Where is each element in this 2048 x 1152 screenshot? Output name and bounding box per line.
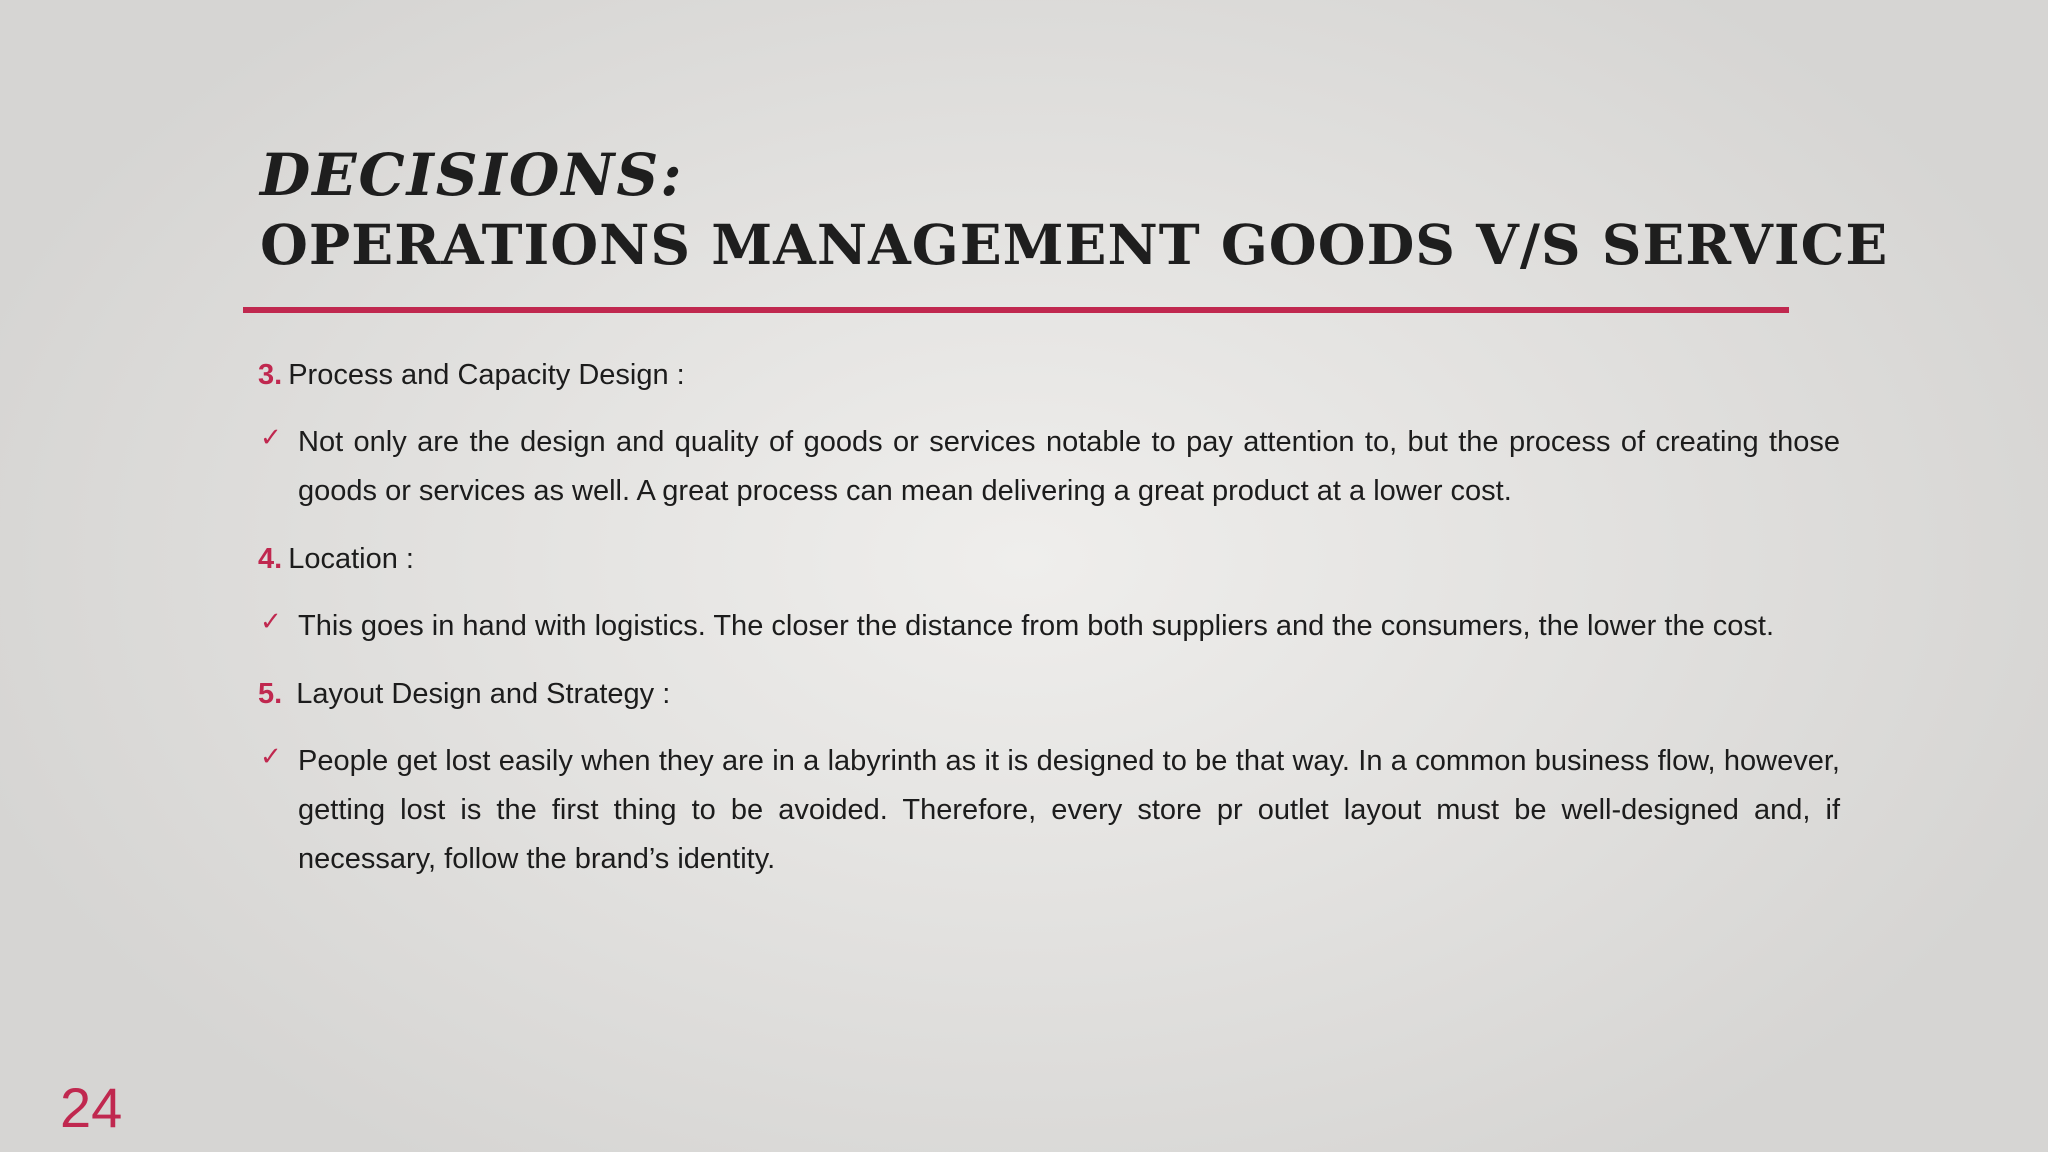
title-divider — [243, 307, 1789, 313]
slide-title — [260, 140, 1889, 280]
slide-content — [258, 350, 1840, 902]
section-heading-text: Process and Capacity Design : — [288, 359, 685, 391]
page-number: 24 — [60, 1076, 123, 1139]
check-icon: ✓ — [260, 742, 282, 772]
section-heading-text: Location : — [288, 543, 414, 575]
section-heading-text: Layout Design and Strategy : — [288, 678, 671, 710]
title-line-decisions: DECISIONS: — [260, 141, 684, 209]
section-heading-process — [258, 350, 1840, 400]
check-icon: ✓ — [260, 423, 282, 453]
bullet-text: People get lost easily when they are in a labyrinth as it is designed to be that way. In a common business flow, however, getting lost is the first thing to be avoided. Therefore, every store pr outlet layout must be well-designed and, if necessary, follow the brand’s identity. — [298, 745, 1840, 875]
bullet-text: This goes in hand with logistics. The closer the distance from both suppliers and the consumers, the lower the cost. — [298, 610, 1774, 642]
title-line-operations: OPERATIONS MANAGEMENT GOODS V/S SERVICE — [260, 212, 1889, 277]
section-heading-location — [258, 534, 1840, 584]
section-number: 3. — [258, 359, 283, 391]
section-number: 5. — [258, 678, 283, 710]
check-icon: ✓ — [260, 607, 282, 637]
bullet-text: Not only are the design and quality of goods or services notable to pay attention to, but the process of creating those goods or services as well. A great process can mean delivering a great product at a lower cost. — [298, 426, 1840, 507]
bullet-item — [258, 737, 1840, 884]
bullet-item — [258, 602, 1840, 651]
section-heading-layout — [258, 669, 1840, 719]
bullet-item — [258, 418, 1840, 516]
section-number: 4. — [258, 543, 283, 575]
